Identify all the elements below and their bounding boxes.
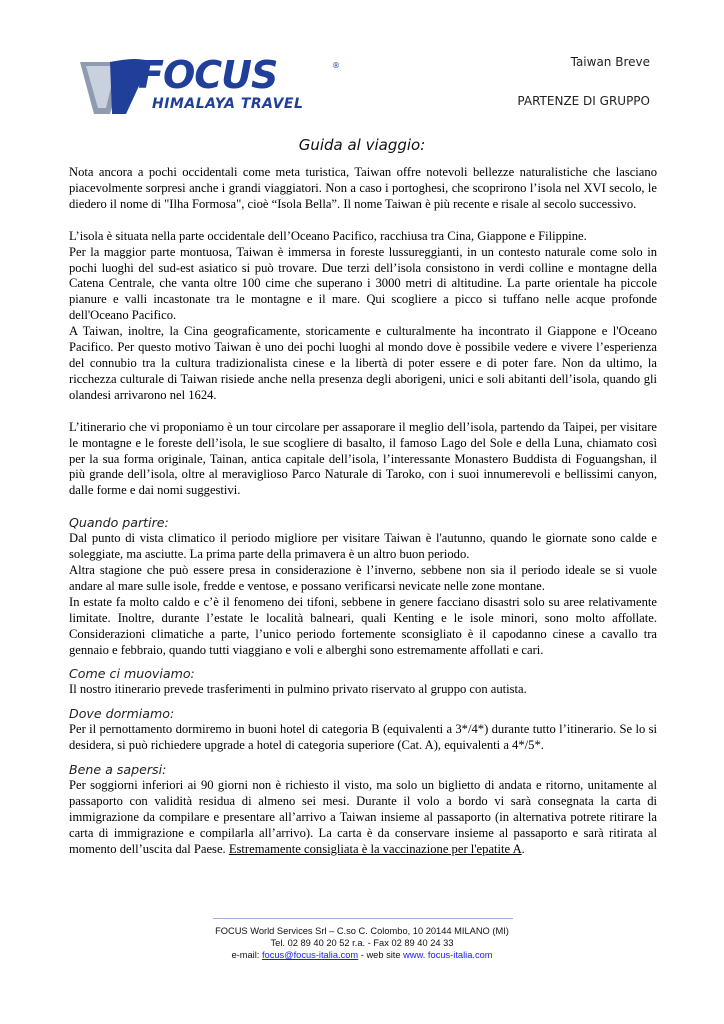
logo-mark-text: ® [332, 61, 340, 70]
sleep-heading: Dove dormiamo: [69, 706, 175, 722]
footer-contacts [0, 949, 724, 961]
geo-paragraph-1: L’isola è situata nella parte occidentale dell’Oceano Pacifico, racchiusa tra Cina, Giappone e Filippine. [69, 228, 587, 243]
footer-phone: Tel. 02 89 40 20 52 r.a. - Fax 02 89 40 24 33 [270, 938, 454, 948]
footer [0, 925, 724, 961]
move-heading: Come ci muoviamo: [69, 666, 195, 682]
focus-himalaya-travel-logo [80, 52, 342, 114]
when-paragraph-3: In estate fa molto caldo e c’è il fenomeno dei tifoni, sebbene in genere facciano disastri solo su aree relativamente limitate. Inoltre, durante l’estate le località balneari, quali Kenting e le isole minori, sono molto affollate. Considerazioni climatiche a parte, l’unico periodo fortemente sconsigliato è il capodanno cinese a cavallo tra gennaio e febbraio, quando tutti viaggiano e voli e alberghi sono estremamente affollati e cari. [69, 594, 657, 657]
footer-email-label: e-mail: [231, 950, 262, 960]
footer-email-link[interactable]: focus@focus-italia.com [261, 950, 359, 960]
header-trip-type: PARTENZE DI GRUPPO [517, 94, 650, 108]
geo-paragraph-2: Per la maggior parte montuosa, Taiwan è immersa in foreste lussureggianti, in un contesto naturale come solo in pochi luoghi del sud-est asiatico si può trovare. Due terzi dell’isola consistono in verdi colline e montagne della Catena Centrale, che vanta oltre 100 cime che superano i 3000 metri di altitudine. La parte orientale ha piccole pianure e valli incastonate tra le montagne e il mare. Qui scogliere a picco si tuffano nelle acque profonde dell'Oceano Pacifico. [69, 244, 657, 323]
know-text: Per soggiorni inferiori ai 90 giorni non è richiesto il visto, ma solo un biglietto di andata e ritorno, unitamente al passaporto con validità residua di almeno sei mesi. Durante il volo a bordo vi sarà consegnata la carta di immigrazione da compilare e presentare all’arrivo a Taiwan insieme al passaporto (in alternativa potrete ritirare la carta di immigrazione e compilarla all’arrivo). La carta è da conservare insieme al passaporto e sarà ritirata al momento dell’uscita dal Paese. [69, 778, 657, 856]
when-heading: Quando partire: [69, 515, 169, 531]
guide-body [69, 165, 657, 858]
footer-web-link[interactable]: www. focus-italia.com [403, 950, 493, 960]
footer-address: FOCUS World Services Srl – C.so C. Colombo, 10 20144 MILANO (MI) [215, 926, 509, 936]
header-trip-name: Taiwan Breve [570, 55, 650, 69]
footer-web-label: - web site [358, 950, 404, 960]
know-heading: Bene a sapersi: [69, 762, 167, 778]
guide-title: Guida al viaggio: [298, 136, 426, 154]
sleep-paragraph: Per il pernottamento dormiremo in buoni hotel di categoria B (equivalenti a 3*/4*) durante tutto l’itinerario. Se lo si desidera, si può richiedere upgrade a hotel di categoria superiore (Cat. A), equivalenti a 4*/5*. [69, 722, 657, 753]
when-paragraph-2: Altra stagione che può essere presa in considerazione è l’inverno, sebbene non sia il periodo ideale se si vuole andare al mare sulle isole, fredde e ventose, e possano verificarsi nevicate nelle zone montane. [69, 563, 657, 593]
when-paragraph-1: Dal punto di vista climatico il periodo migliore per visitare Taiwan è l'autunno, quando le giornate sono calde e soleggiate, ma asciutte. La prima parte della primavera è un altro buon periodo. [69, 531, 657, 562]
logo-sub-text: HIMALAYA TRAVEL [152, 96, 304, 112]
intro-paragraph: Nota ancora a pochi occidentali come meta turistica, Taiwan offre notevoli bellezze naturalistiche che lasciano piacevolmente sorpresi anche i grandi viaggiatori. Non a caso i portoghesi, che scoprirono l’isola nel XVI secolo, le diedero il nome di "Ilha Formosa", cioè “Isola Bella”. Il nome Taiwan è più recente e risale al secolo successivo. [69, 165, 657, 211]
geo-paragraph-3: A Taiwan, inoltre, la Cina geograficamente, storicamente e culturalmente ha incontrato il Giappone e l'Oceano Pacifico. Per questo motivo Taiwan è uno dei pochi luoghi al mondo dove è possibile vedere e vivere l’esperienza del connubio tra la cultura tradizionalista cinese e la libertà di poter essere e di poter fare. Non da ultimo, la ricchezza culturale di Taiwan risiede anche nella presenza degli aborigeni, unici e soli abitanti dell’isola, quando gli olandesi arrivarono nel 1624. [69, 324, 657, 402]
itinerary-paragraph: L’itinerario che vi proponiamo è un tour circolare per assaporare il meglio dell’isola, partendo da Taipei, per visitare le montagne e le foreste dell’isola, le sue scogliere di basalto, il famoso Lago del Sole e della Luna, chiamato così per la sua forma originale, Tainan, antica capitale dell’isola, l’interessante Monastero Buddista di Foguangshan, il più grande dell’isola, oltre al meraviglioso Parco Naturale di Taroko, con i suoi innumerevoli e bellissimi canyon, dalle forme e dai nomi suggestivi. [69, 419, 657, 498]
logo-main-text: FOCUS [138, 53, 278, 97]
footer-divider [213, 918, 513, 919]
know-end: . [521, 841, 525, 856]
move-paragraph: Il nostro itinerario prevede trasferimenti in pulmino privato riservato al gruppo con autista. [69, 682, 527, 697]
vaccination-note: Estremamente consigliata è la vaccinazione per l'epatite A [228, 841, 522, 856]
know-paragraph [69, 778, 657, 858]
